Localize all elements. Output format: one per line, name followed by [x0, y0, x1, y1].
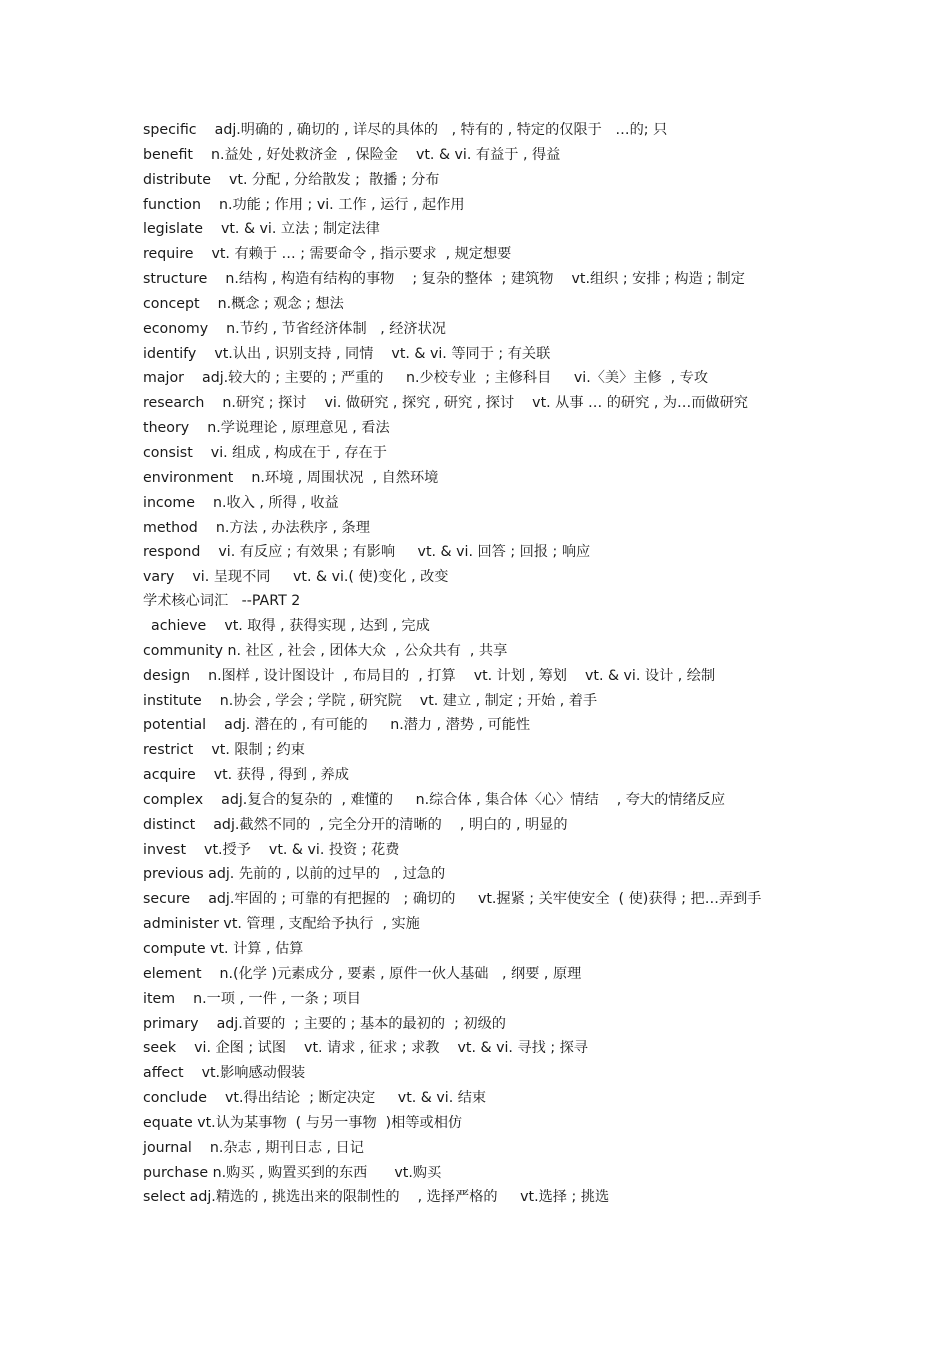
- entry-design: design n.图样 , 设计图设计 , 布局目的 , 打算 vt. 计划 , 筹划 vt. & vi. 设计 , 绘制: [143, 667, 716, 684]
- section-heading: 学术核心词汇 --PART 2: [143, 593, 301, 610]
- entry-concept: concept n.概念 ; 观念 ; 想法: [143, 295, 344, 312]
- entry-income: income n.收入 , 所得 , 收益: [143, 494, 339, 511]
- entry-legislate: legislate vt. & vi. 立法 ; 制定法律: [143, 221, 380, 238]
- entry-community: community n. 社区 , 社会 , 团体大众 , 公众共有 , 共享: [143, 642, 508, 659]
- entry-complex: complex adj.复合的复杂的 , 难懂的 n.综合体 , 集合体〈心〉情结 , 夸大的情绪反应: [143, 791, 726, 808]
- entry-select: select adj.精选的 , 挑选出来的限制性的 , 选择严格的 vt.选择 ; 挑选: [143, 1189, 610, 1206]
- entry-method: method n.方法 , 办法秩序 , 条理: [143, 519, 370, 536]
- entry-potential: potential adj. 潜在的 , 有可能的 n.潜力 , 潜势 , 可能性: [143, 717, 531, 734]
- entry-affect: affect vt.影响感动假装: [143, 1065, 306, 1082]
- entry-compute: compute vt. 计算 , 估算: [143, 941, 304, 957]
- entry-restrict: restrict vt. 限制 ; 约束: [143, 742, 305, 759]
- entry-distribute: distribute vt. 分配 , 分给散发 ; 散播 ; 分布: [143, 171, 440, 188]
- entry-respond: respond vi. 有反应 ; 有效果 ; 有影响 vt. & vi. 回答 ; 回报 ; 响应: [143, 544, 591, 561]
- entry-journal: journal n.杂志 , 期刊日志 , 日记: [143, 1139, 364, 1156]
- entry-invest: invest vt.授予 vt. & vi. 投资 ; 花费: [143, 841, 400, 858]
- vocabulary-list: [143, 118, 903, 1210]
- entry-administer: administer vt. 管理 , 支配给予执行 , 实施: [143, 916, 420, 933]
- entry-acquire: acquire vt. 获得 , 得到 , 养成: [143, 767, 349, 784]
- entry-function: function n.功能 ; 作用 ; vi. 工作 , 运行 , 起作用: [143, 196, 465, 213]
- entry-element: element n.(化学 )元素成分 , 要素 , 原件一伙人基础 , 纲要 , 原理: [143, 965, 582, 982]
- entry-previous: previous adj. 先前的 , 以前的过早的 , 过急的: [143, 866, 446, 883]
- entry-environment: environment n.环境 , 周围状况 , 自然环境: [143, 469, 439, 486]
- entry-theory: theory n.学说理论 , 原理意见 , 看法: [143, 420, 390, 437]
- entry-identify: identify vt.认出 , 识别支持 , 同情 vt. & vi. 等同于 ; 有关联: [143, 345, 551, 362]
- entry-require: require vt. 有赖于 … ; 需要命令 , 指示要求 , 规定想要: [143, 246, 512, 263]
- entry-research: research n.研究 ; 探讨 vi. 做研究 , 探究 , 研究 , 探讨 vt. 从事 … 的研究 , 为…而做研究: [143, 395, 748, 412]
- entry-distinct: distinct adj.截然不同的 , 完全分开的清晰的 , 明白的 , 明显的: [143, 816, 568, 833]
- entry-equate: equate vt.认为某事物 ( 与另一事物 )相等或相仿: [143, 1114, 463, 1131]
- entry-seek: seek vi. 企图 ; 试图 vt. 请求 , 征求 ; 求教 vt. & vi. 寻找 ; 探寻: [143, 1040, 588, 1057]
- entry-economy: economy n.节约 , 节省经济体制 , 经济状况: [143, 320, 446, 337]
- entry-purchase: purchase n.购买 , 购置买到的东西 vt.购买: [143, 1164, 442, 1181]
- entry-achieve: achieve vt. 取得 , 获得实现 , 达到 , 完成: [151, 618, 430, 635]
- entry-item: item n.一项 , 一件 , 一条 ; 项目: [143, 990, 361, 1007]
- entry-benefit: benefit n.益处 , 好处救济金 , 保险金 vt. & vi. 有益于 , 得益: [143, 146, 561, 163]
- entry-conclude: conclude vt.得出结论 ; 断定决定 vt. & vi. 结束: [143, 1090, 487, 1107]
- entry-specific: specific adj.明确的 , 确切的 , 详尽的具体的 , 特有的 , 特定的仅限于 …的; 只: [143, 122, 668, 138]
- entry-institute: institute n.协会 , 学会 ; 学院 , 研究院 vt. 建立 , 制定 ; 开始 , 着手: [143, 692, 598, 709]
- entry-vary: vary vi. 呈现不同 vt. & vi.( 使)变化 , 改变: [143, 569, 449, 586]
- entry-secure: secure adj.牢固的 ; 可靠的有把握的 ; 确切的 vt.握紧 ; 关牢使安全 ( 使)获得 ; 把…弄到手: [143, 891, 762, 908]
- entry-structure: structure n.结构 , 构造有结构的事物 ; 复杂的整体 ; 建筑物 vt.组织 ; 安排 ; 构造 ; 制定: [143, 271, 745, 288]
- entry-primary: primary adj.首要的 ; 主要的 ; 基本的最初的 ; 初级的: [143, 1015, 506, 1032]
- entry-consist: consist vi. 组成 , 构成在于 , 存在于: [143, 444, 387, 461]
- entry-major: major adj.较大的 ; 主要的 ; 严重的 n.少校专业 ; 主修科目 vi.〈美〉主修 , 专攻: [143, 370, 709, 387]
